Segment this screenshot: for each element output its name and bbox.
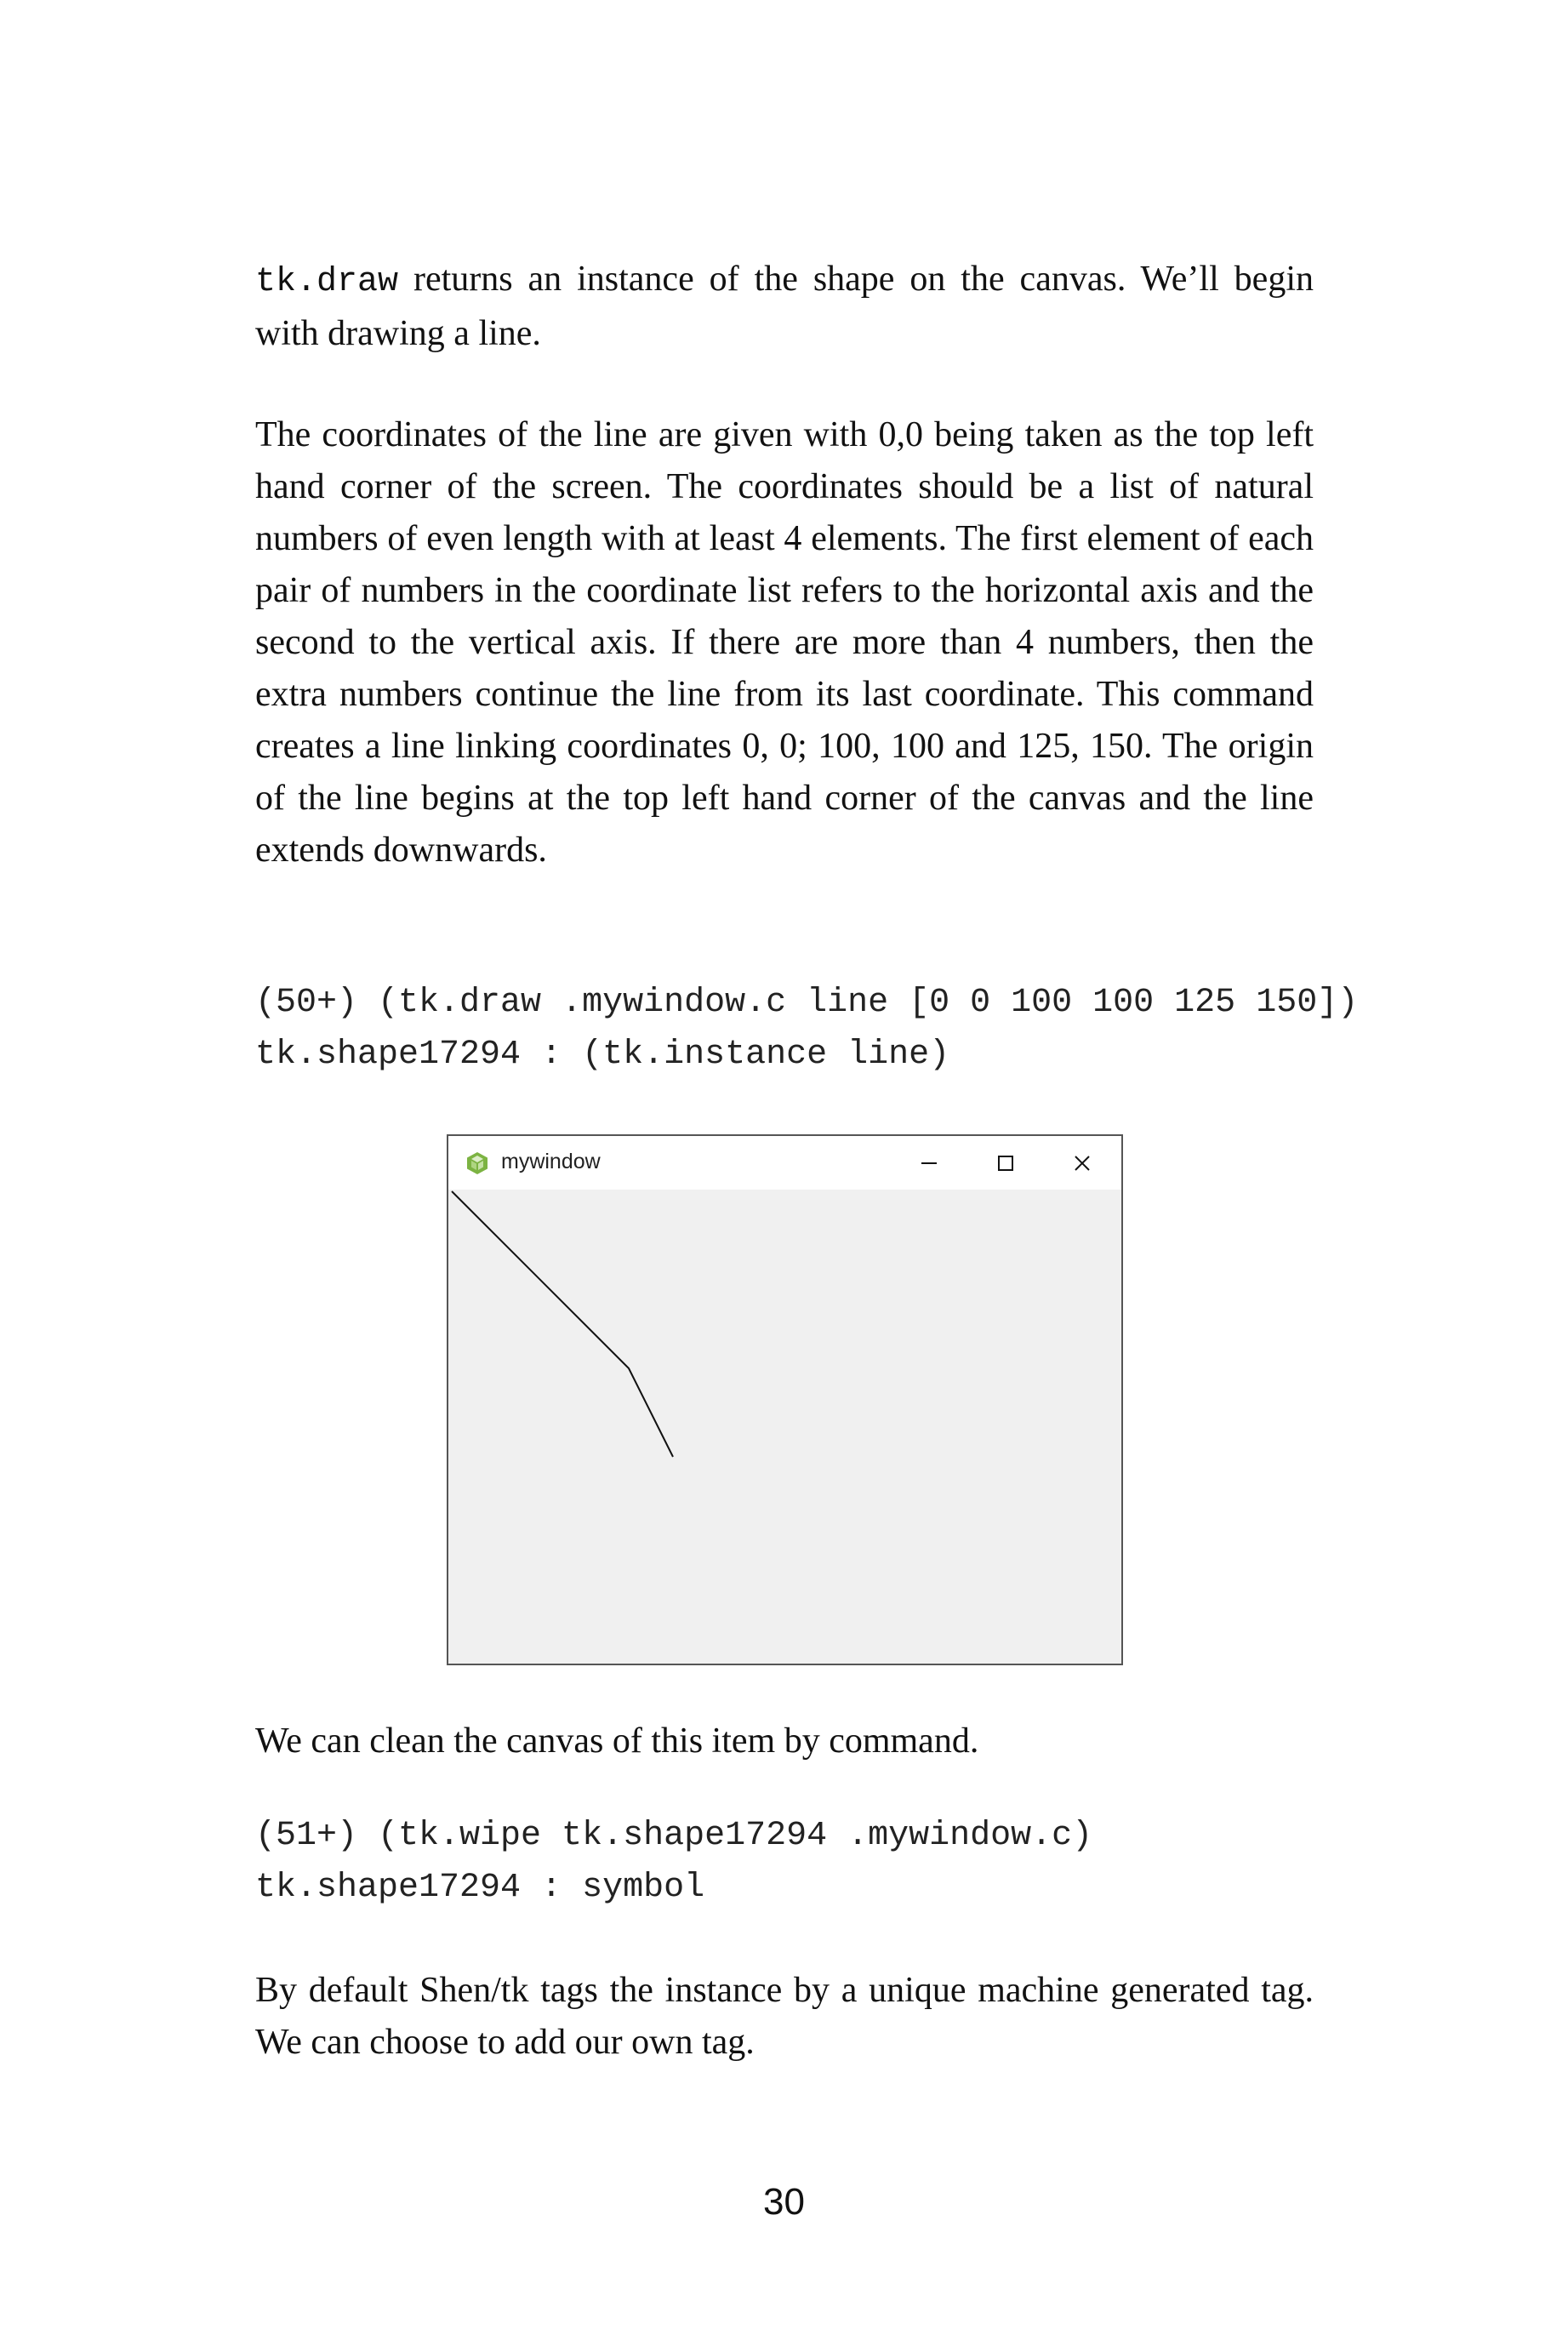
maximize-icon <box>996 1154 1015 1173</box>
paragraph-wipe: We can clean the canvas of this item by command. <box>255 1721 979 1761</box>
minimize-icon <box>920 1154 938 1173</box>
close-icon <box>1073 1154 1092 1173</box>
code-line-output: tk.shape17294 : symbol <box>255 1869 705 1907</box>
inline-code-tk-draw: tk.draw <box>255 263 399 301</box>
maximize-button[interactable] <box>967 1136 1044 1190</box>
cube-icon <box>465 1151 489 1175</box>
minimize-button[interactable] <box>891 1136 967 1190</box>
drawn-line <box>452 1191 673 1457</box>
page-number: 30 <box>763 2181 805 2223</box>
paragraph-intro-text: returns an instance of the shape on the canvas. We’ll begin with drawing a line. <box>255 260 1314 353</box>
drawing-canvas[interactable] <box>448 1190 1121 1664</box>
code-line-input: (51+) (tk.wipe tk.shape17294 .mywindow.c) <box>255 1817 1093 1855</box>
paragraph-intro <box>255 254 1314 360</box>
mywindow-screenshot <box>447 1134 1123 1665</box>
code-example-wipe <box>255 1810 1446 1914</box>
paragraph-coordinates: The coordinates of the line are given with 0,0 being taken as the top left hand corner of the screen. The coordinates should be a list of natural numbers of even length with at least 4 elements. The first element of each pair of numbers in the coordinate list refers to the horizontal axis and the second to the vertical axis. If there are more than 4 numbers, then the extra numbers continue the line from its last coordinate. This command creates a line linking coordinates 0, 0; 100, 100 and 125, 150. The origin of the line begins at the top left hand corner of the canvas and the line extends downwards. <box>255 415 1314 870</box>
code-example-draw <box>255 977 1446 1081</box>
code-line-output: tk.shape17294 : (tk.instance line) <box>255 1036 950 1074</box>
window-titlebar[interactable] <box>448 1136 1121 1190</box>
close-button[interactable] <box>1044 1136 1120 1190</box>
window-title: mywindow <box>501 1150 601 1173</box>
code-line-input: (50+) (tk.draw .mywindow.c line [0 0 100 100 125 150]) <box>255 984 1359 1022</box>
paragraph-tags: By default Shen/tk tags the instance by a unique machine generated tag. We can choose to add our own tag. <box>255 1971 1314 2062</box>
